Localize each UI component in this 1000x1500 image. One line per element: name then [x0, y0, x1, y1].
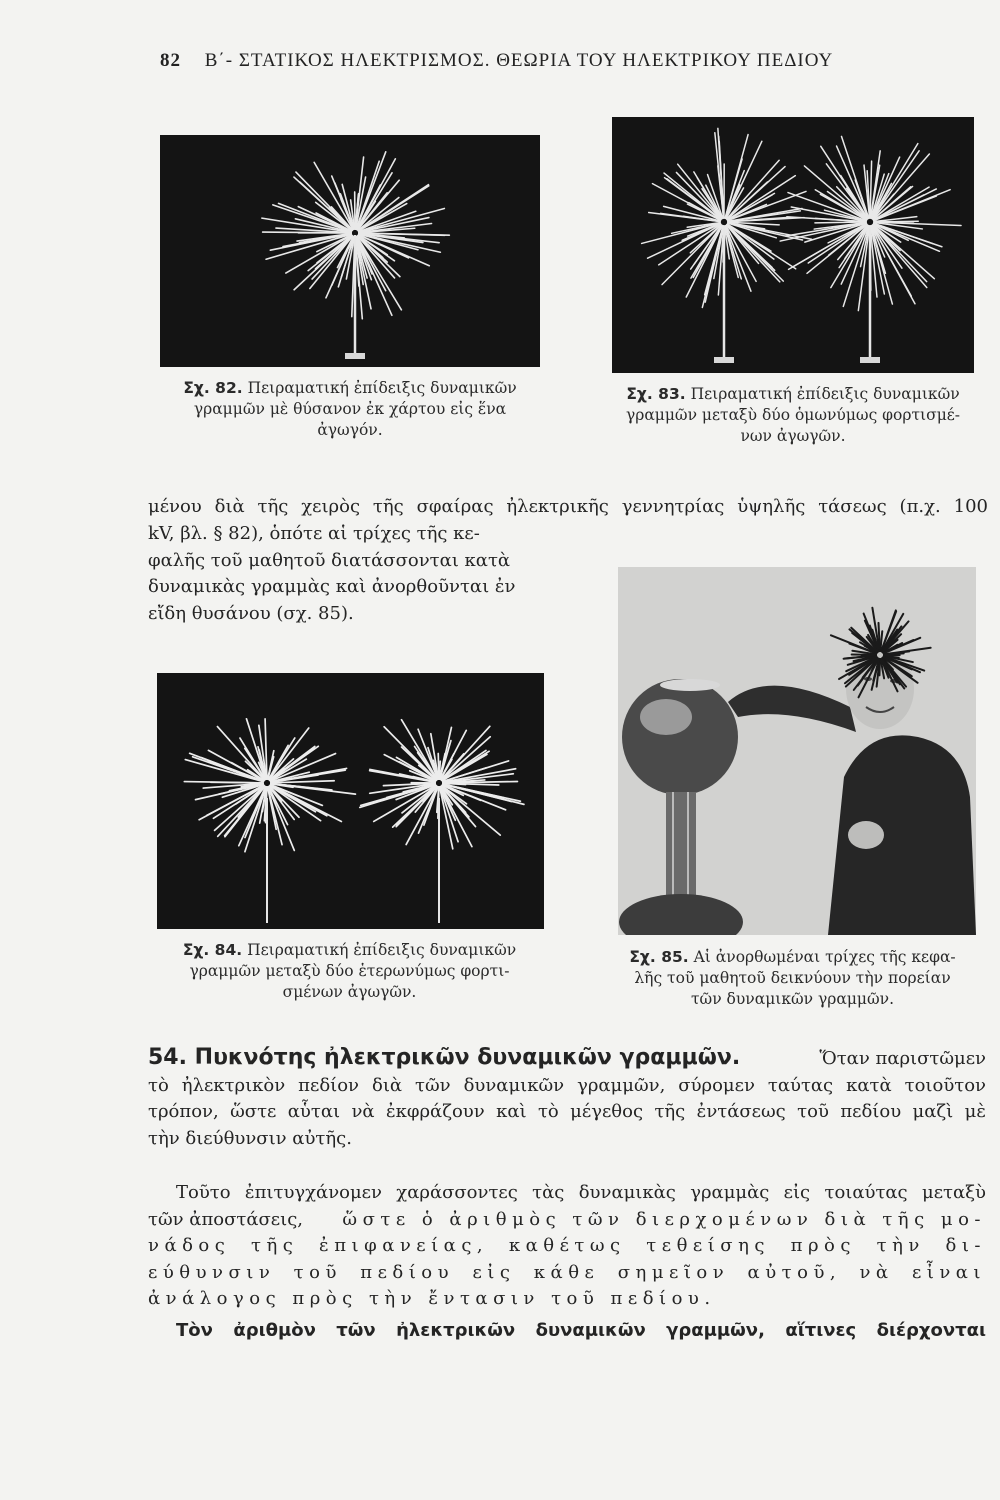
caption-text: λῆς τοῦ μαθητοῦ δεικνύουν τὴν πορείαν: [634, 969, 951, 987]
caption-text: γραμμῶν μὲ θύσανον ἐκ χάρτου εἰς ἕνα: [193, 400, 507, 418]
tassel-strand: [874, 221, 918, 222]
running-title: Β΄- ΣΤΑΤΙΚΟΣ ΗΛΕΚΤΡΙΣΜΟΣ. ΘΕΩΡΙΑ ΤΟΥ ΗΛΕΚΤΡΙΚΟΥ ΠΕΔΙΟΥ: [204, 50, 834, 71]
tassel-strand: [443, 784, 521, 801]
tassel-strand: [884, 653, 904, 654]
text-line: εἴδη θυσάνου (σχ. 85).: [148, 602, 354, 624]
figure-number: Σχ. 84.: [182, 941, 243, 959]
emphasized-text: ἀνάλογος πρὸς τὴν ἔντασιν τοῦ πεδίου.: [148, 1288, 716, 1309]
figure-85-caption: [600, 947, 985, 1010]
tassel-strand: [269, 728, 309, 780]
text-line: Ὅταν παριστῶμεν: [819, 1048, 986, 1069]
tassel-strand: [648, 224, 721, 259]
tassel-strand: [442, 751, 489, 780]
caption-text: ἀγωγόν.: [317, 421, 383, 439]
figure-83-caption: [606, 384, 980, 447]
running-head: [160, 50, 990, 82]
section-number: 54.: [148, 1045, 187, 1070]
text-line: φαλῆς τοῦ μαθητοῦ διατάσσονται κατὰ: [148, 549, 511, 571]
caption-text: Πειραματική ἐπίδειξις δυναμικῶν: [690, 385, 960, 403]
figure-number: Σχ. 83.: [626, 385, 686, 403]
tassel-strand: [443, 783, 499, 785]
body-paragraph-4: [148, 1318, 986, 1345]
tassel-strand: [185, 760, 263, 782]
caption-text: Πειραματική ἐπίδειξις δυναμικῶν: [247, 941, 517, 959]
emphasized-text: ὥστε ὁ ἀριθμὸς τῶν διερχομένων διὰ τῆς μο-: [342, 1208, 986, 1230]
emphasized-text: εύθυνσιν τοῦ πεδίου εἰς κάθε σημεῖον αὐτοῦ, νὰ εἶναι: [148, 1261, 986, 1283]
body-paragraph-3: [148, 1180, 986, 1313]
figure-84-caption: [157, 940, 542, 1003]
figure-number: Σχ. 82.: [183, 379, 243, 397]
section-54: [148, 1045, 986, 1152]
text-line-group: [148, 1207, 986, 1234]
tassel-strand: [211, 782, 263, 783]
tassel-strand: [406, 787, 437, 845]
two-opposite-charged-tassels-illustration: [157, 673, 544, 929]
text-line: Τοῦτο ἐπιτυγχάνομεν χαράσσοντες τὰς δυναμικὰς γραμμὰς εἰς τοιαύτας μεταξὺ: [176, 1182, 986, 1203]
caption-text: Πειραματική ἐπίδειξις δυναμικῶν: [247, 379, 517, 397]
text-line: τὴν διεύθυνσιν αὐτῆς.: [148, 1127, 352, 1149]
text-line: μένου διὰ τῆς χειρὸς τῆς σφαίρας ἠλεκτρικῆς γεννητρίας ὑψηλῆς τάσεως (π.χ. 100: [148, 496, 988, 517]
caption-text: σμένων ἀγωγῶν.: [282, 983, 417, 1001]
section-heading: [148, 1045, 740, 1072]
figure-83-photo: [612, 117, 974, 373]
text-line: τὸ ἠλεκτρικὸν πεδίον διὰ τῶν δυναμικῶν γραμμῶν, σύρομεν ταύτας κατὰ τοιοῦτον: [148, 1074, 986, 1096]
figure-82-photo: [160, 135, 540, 367]
paper-tassel-illustration: [160, 135, 540, 367]
two-like-charged-tassels-illustration: [612, 117, 974, 373]
emphasized-text: νάδος τῆς ἐπιφανείας, καθέτως τεθείσης πρὸς τὴν δι-: [148, 1235, 986, 1256]
figure-82-caption: [160, 378, 540, 441]
body-paragraph-1-cont: [148, 521, 548, 627]
caption-text: γραμμῶν μεταξὺ δύο ἑτερωνύμως φορτι-: [189, 962, 510, 980]
page-number: 82: [160, 50, 181, 71]
tassel-strand: [413, 783, 435, 784]
tassel-strand: [879, 623, 880, 651]
text-line: τῶν ἀποστάσεις,: [148, 1208, 303, 1230]
figure-85-photo: [618, 567, 976, 935]
caption-text: νων ἀγωγῶν.: [740, 427, 846, 445]
text-line: δυναμικὰς γραμμὰς καὶ ἀνορθοῦνται ἐν: [148, 576, 516, 597]
text-line: kV, βλ. § 82), ὁπότε αἱ τρίχες τῆς κε-: [148, 523, 480, 544]
section-title: Πυκνότης ἠλεκτρικῶν δυναμικῶν γραμμῶν.: [194, 1045, 741, 1070]
tassel-strand: [312, 236, 352, 279]
student-hair-standing-illustration: [618, 567, 976, 935]
caption-text: γραμμῶν μεταξὺ δύο ὁμωνύμως φορτισμέ-: [625, 406, 961, 424]
tassel-strand: [815, 222, 866, 223]
figure-number: Σχ. 85.: [629, 948, 689, 966]
caption-text: τῶν δυναμικῶν γραμμῶν.: [690, 990, 894, 1008]
caption-text: Αἱ ἀνορθωμέναι τρίχες τῆς κεφα-: [693, 948, 956, 966]
text-line: Τὸν ἀριθμὸν τῶν ἠλεκτρικῶν δυναμικῶν γραμμῶν, αἵτινες διέρχονται: [176, 1320, 986, 1341]
text-line: τρόπον, ὥστε αὗται νὰ ἐκφράζουν καὶ τὸ μέγεθος τῆς ἐντάσεως τοῦ πεδίου μαζὶ μὲ: [148, 1101, 986, 1122]
tassel-strand: [664, 173, 721, 219]
section-heading-line: [148, 1045, 986, 1073]
body-paragraph-1: [148, 494, 988, 521]
figure-84-photo: [157, 673, 544, 929]
